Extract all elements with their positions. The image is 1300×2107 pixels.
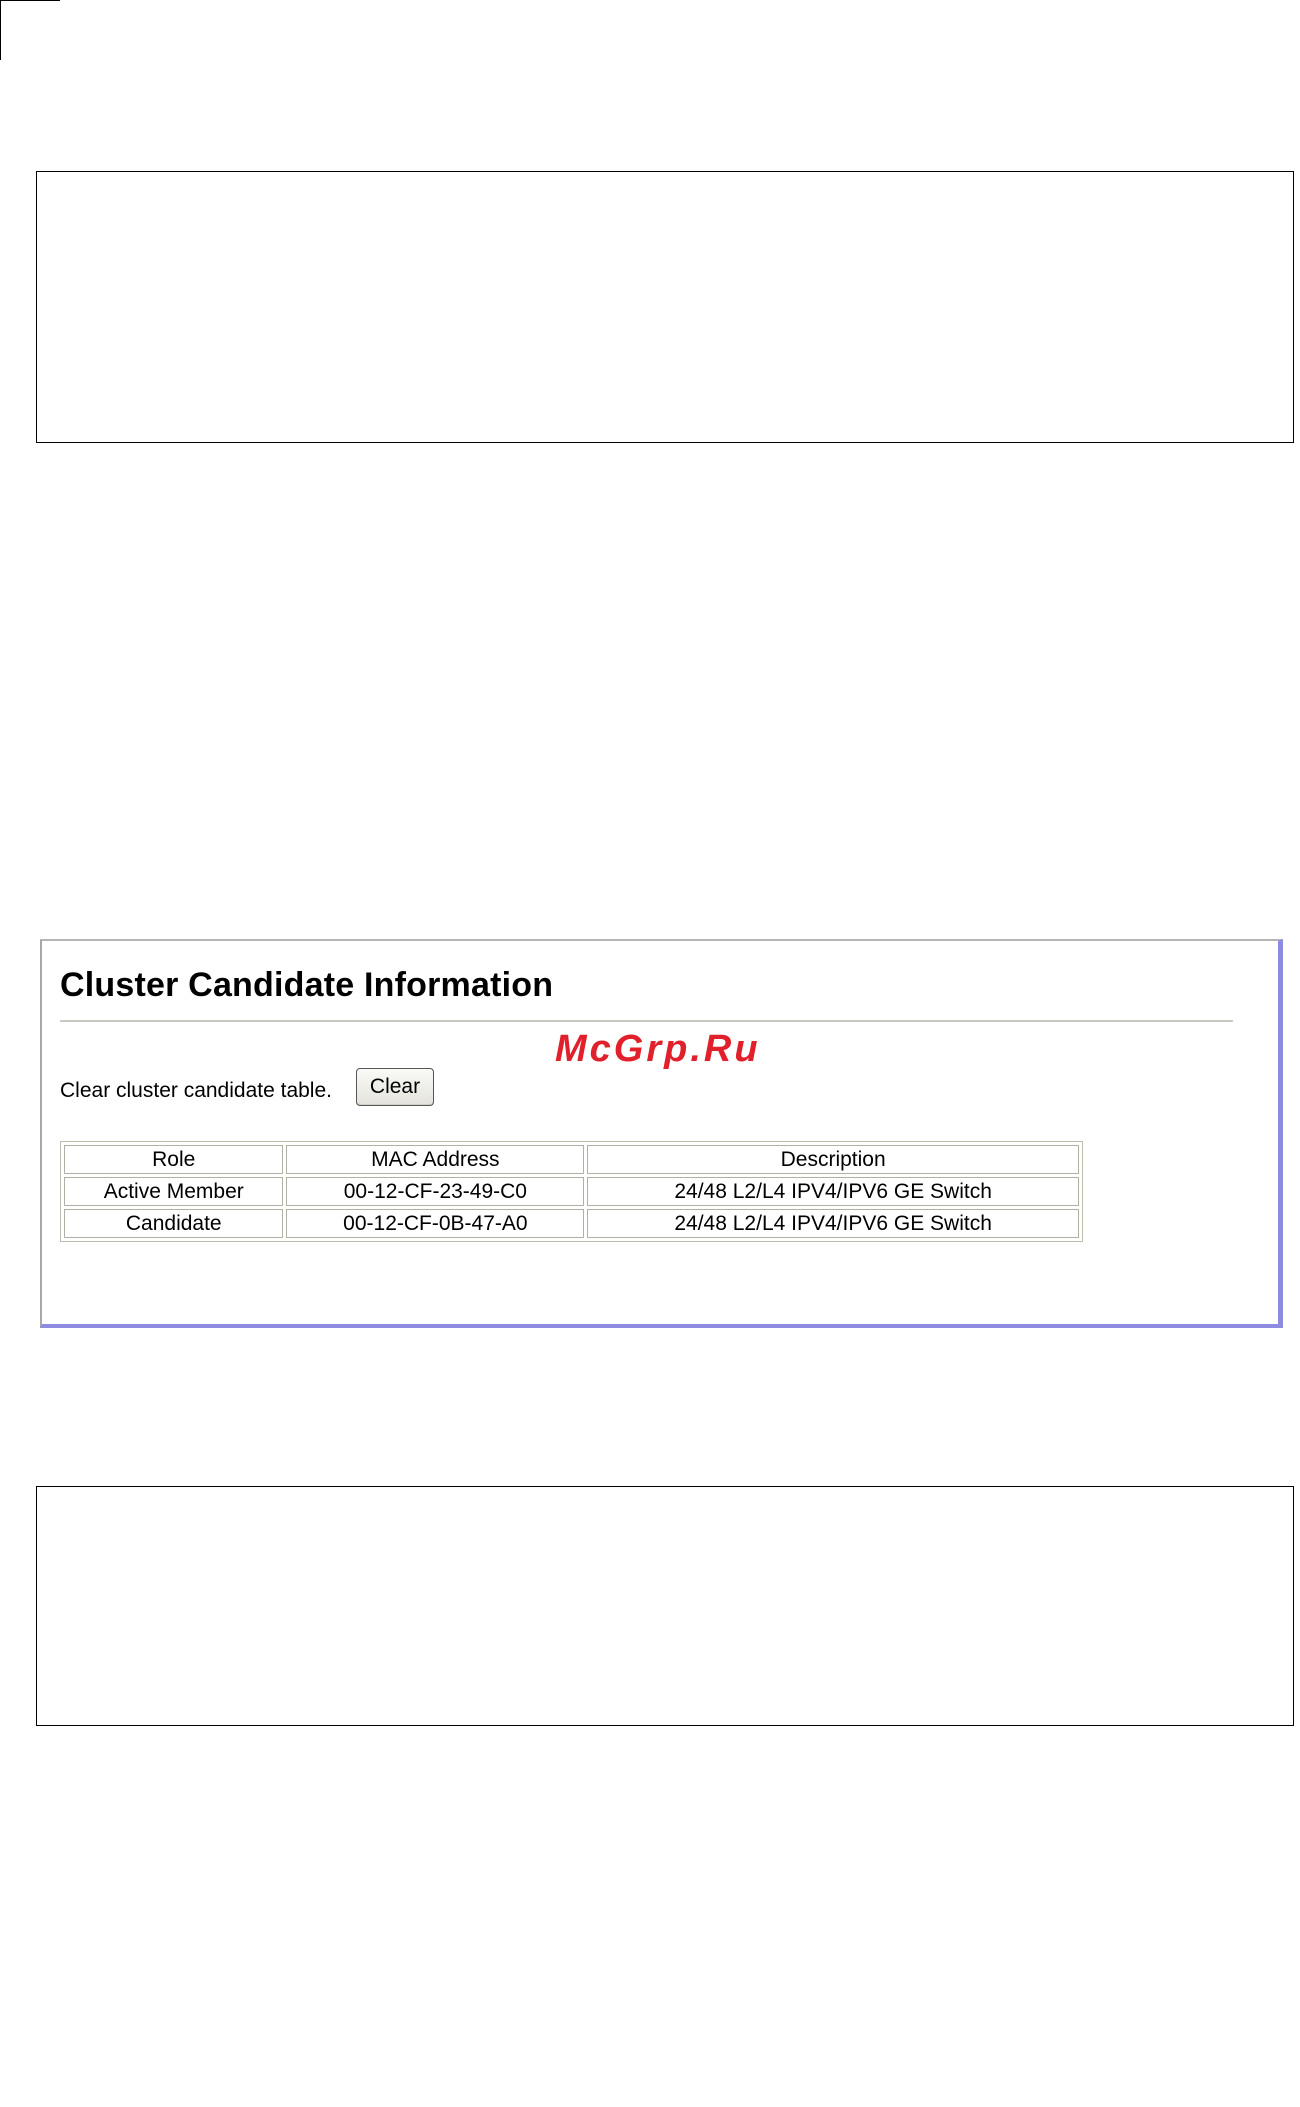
cell-mac-address: 00-12-CF-23-49-C0 (286, 1177, 584, 1206)
title-divider (60, 1020, 1233, 1022)
cluster-candidate-panel (40, 939, 1283, 1328)
column-header-role: Role (64, 1145, 283, 1174)
page-title: Cluster Candidate Information (60, 966, 554, 1004)
page-corner-mark (0, 0, 60, 60)
empty-frame-bottom (36, 1486, 1294, 1726)
cluster-candidate-table (60, 1141, 1083, 1242)
table-row (64, 1209, 1079, 1238)
table-row (64, 1177, 1079, 1206)
column-header-mac-address: MAC Address (286, 1145, 584, 1174)
cell-description: 24/48 L2/L4 IPV4/IPV6 GE Switch (587, 1209, 1079, 1238)
clear-table-label: Clear cluster candidate table. (60, 1079, 332, 1102)
clear-button[interactable]: Clear (356, 1068, 434, 1106)
cell-role: Active Member (64, 1177, 283, 1206)
cell-mac-address: 00-12-CF-0B-47-A0 (286, 1209, 584, 1238)
cell-role: Candidate (64, 1209, 283, 1238)
table-header-row (64, 1145, 1079, 1174)
empty-frame-top (36, 171, 1294, 443)
cell-description: 24/48 L2/L4 IPV4/IPV6 GE Switch (587, 1177, 1079, 1206)
column-header-description: Description (587, 1145, 1079, 1174)
watermark: McGrp.Ru (555, 1028, 761, 1070)
